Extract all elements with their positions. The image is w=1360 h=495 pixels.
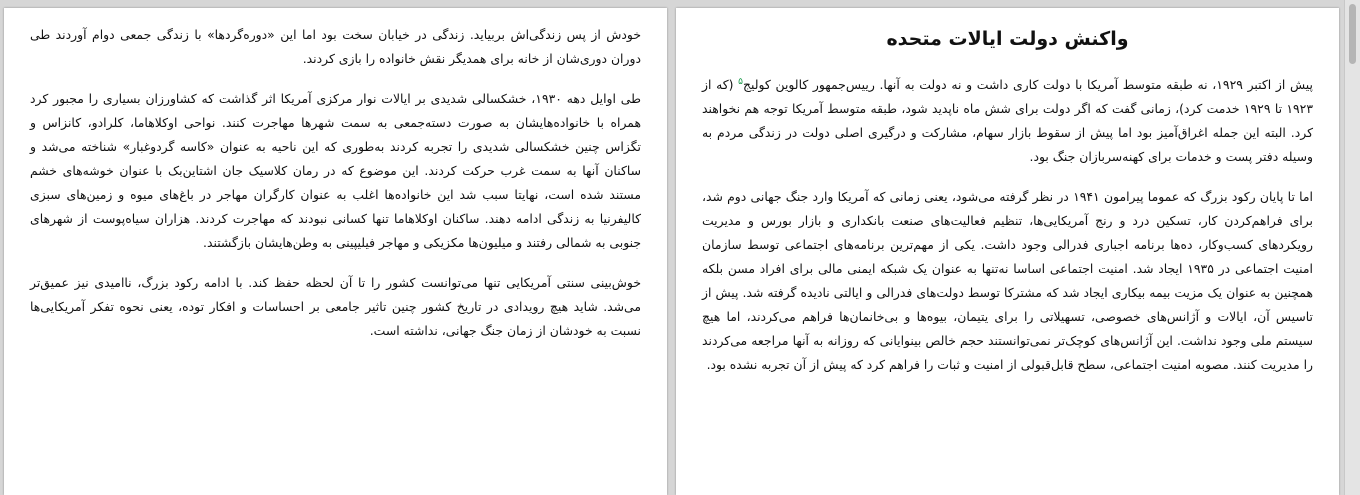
section-title: واکنش دولت ایالات متحده bbox=[886, 28, 1129, 50]
right-paragraph-1-rest: (که از ۱۹۲۳ تا ۱۹۲۹ خدمت کرد)، زمانی گفت که اگر دولت برای شش ماه ناپدید شود، طبقه متوسط آمریکا توجه هم نخواهند کرد. البته این جمله اغراق‌آمیز بود اما پیش از سقوط بازار سهام، مشارکت و درگیری اصلی دولت در زندگی مردم به وسیله دفتر پست و خدمات برای کهنه‌سربازان جنگ بود. bbox=[702, 77, 1313, 164]
right-paragraph-2: اما تا پایان رکود بزرگ که عموما پیرامون ۱۹۴۱ در نظر گرفته می‌شود، یعنی زمانی که آمریکا وارد جنگ جهانی دوم شد، برای فراهم‌کردن کار، تسکین درد و رنج آمریکایی‌ها، تنظیم فعالیت‌های صنعت بانکداری و بازار بورس و مدیریت رویکردهای کسب‌وکار، ده‌ها برنامه اجباری فدرالی وجود داشت. یکی از مهم‌ترین برنامه‌های اجتماعی توسط سازمان امنیت اجتماعی در ۱۹۳۵ ایجاد شد. امنیت اجتماعی اساسا نه‌تنها به عنوان یک شبکه ایمنی مالی برای افراد مسن بلکه همچنین به عنوان یک مزیت بیمه بیکاری ایجاد شد که مشترکا توسط دولت‌های فدرالی و ایالتی نادیده گرفته شد. پیش از تاسیس آن، ایالات و آژانس‌های خصوصی، تسهیلاتی را برای یتیمان، بیوه‌ها و بی‌خانمان‌ها فراهم می‌کردند، اما هیچ سیستم ملی وجود نداشت. این آژانس‌های کوچک‌تر نمی‌توانستند حجم خالص بینوایانی که روزانه به آنها مراجعه می‌کردند را مدیریت کنند. مصوبه امنیت اجتماعی، سطح قابل‌قبولی از امنیت و ثبات را فراهم کرد که پیش از آن تجربه نشده بود. bbox=[702, 189, 1313, 372]
vertical-scrollbar[interactable] bbox=[1344, 0, 1360, 495]
right-paragraph-1 bbox=[702, 73, 1313, 169]
page-right bbox=[676, 8, 1339, 495]
right-paragraph-1-start: پیش از اکتبر ۱۹۲۹، نه طبقه متوسط آمریکا با دولت کاری داشت و نه دولت به آنها. رییس‌جمهور کالوین کولیج bbox=[743, 77, 1313, 92]
left-paragraph-2: طی اوایل دهه ۱۹۳۰، خشکسالی شدیدی بر ایالات نوار مرکزی آمریکا اثر گذاشت که کشاورزان بسیاری را مجبور کرد همراه با خانواده‌هایشان به صورت دسته‌جمعی به سمت شهرها مهاجرت کنند. نواحی اوکلاهاما، کلرادو، کانزاس و تگزاس چنین خشکسالی شدیدی را تجربه کردند به‌طوری که این ناحیه به عنوان «کاسه گردوغبار» شناخته می‌شد و ساکنان آنها به سمت غرب حرکت کردند. این موضوع که در رمان کلاسیک جان اشتاین‌بک با عنوان خوشه‌های خشم مستند شده است، نهایتا سبب شد این خانواده‌ها اغلب به عنوان کارگران مهاجر در باغ‌های میوه و زمین‌های سبزی کالیفرنیا به زندگی ادامه دهند. ساکنان اوکلاهاما تنها کسانی نبودند که مهاجرت کردند. هزاران سیاه‌پوست از شهرهای جنوبی به شمالی رفتند و میلیون‌ها مکزیکی و مهاجر فیلیپینی به وطن‌هایشان بازگشتند. bbox=[30, 91, 641, 250]
page-left bbox=[4, 8, 667, 495]
left-paragraph-3: خوش‌بینی سنتی آمریکایی تنها می‌توانست کشور را تا آن لحظه حفظ کند. با ادامه رکود بزرگ، ناامیدی نیز عمیق‌تر می‌شد. شاید هیچ رویدادی در تاریخ کشور چنین تاثیر جامعی بر احساسات و افکار توده، یعنی نحوه تفکر آمریکایی‌ها نسبت به خودشان از زمان جنگ جهانی، نداشته است. bbox=[30, 275, 641, 338]
scrollbar-thumb[interactable] bbox=[1349, 4, 1356, 64]
left-paragraph-1: خودش از پس زندگی‌اش بربیاید. زندگی در خیابان سخت بود اما این «دوره‌گردها» با زندگی جمعی دوام آوردند طی دوران دوری‌شان از خانه برای همدیگر نقش خانواده را بازی کردند. bbox=[30, 27, 641, 66]
footnote-marker[interactable]: ۵ bbox=[738, 76, 744, 87]
